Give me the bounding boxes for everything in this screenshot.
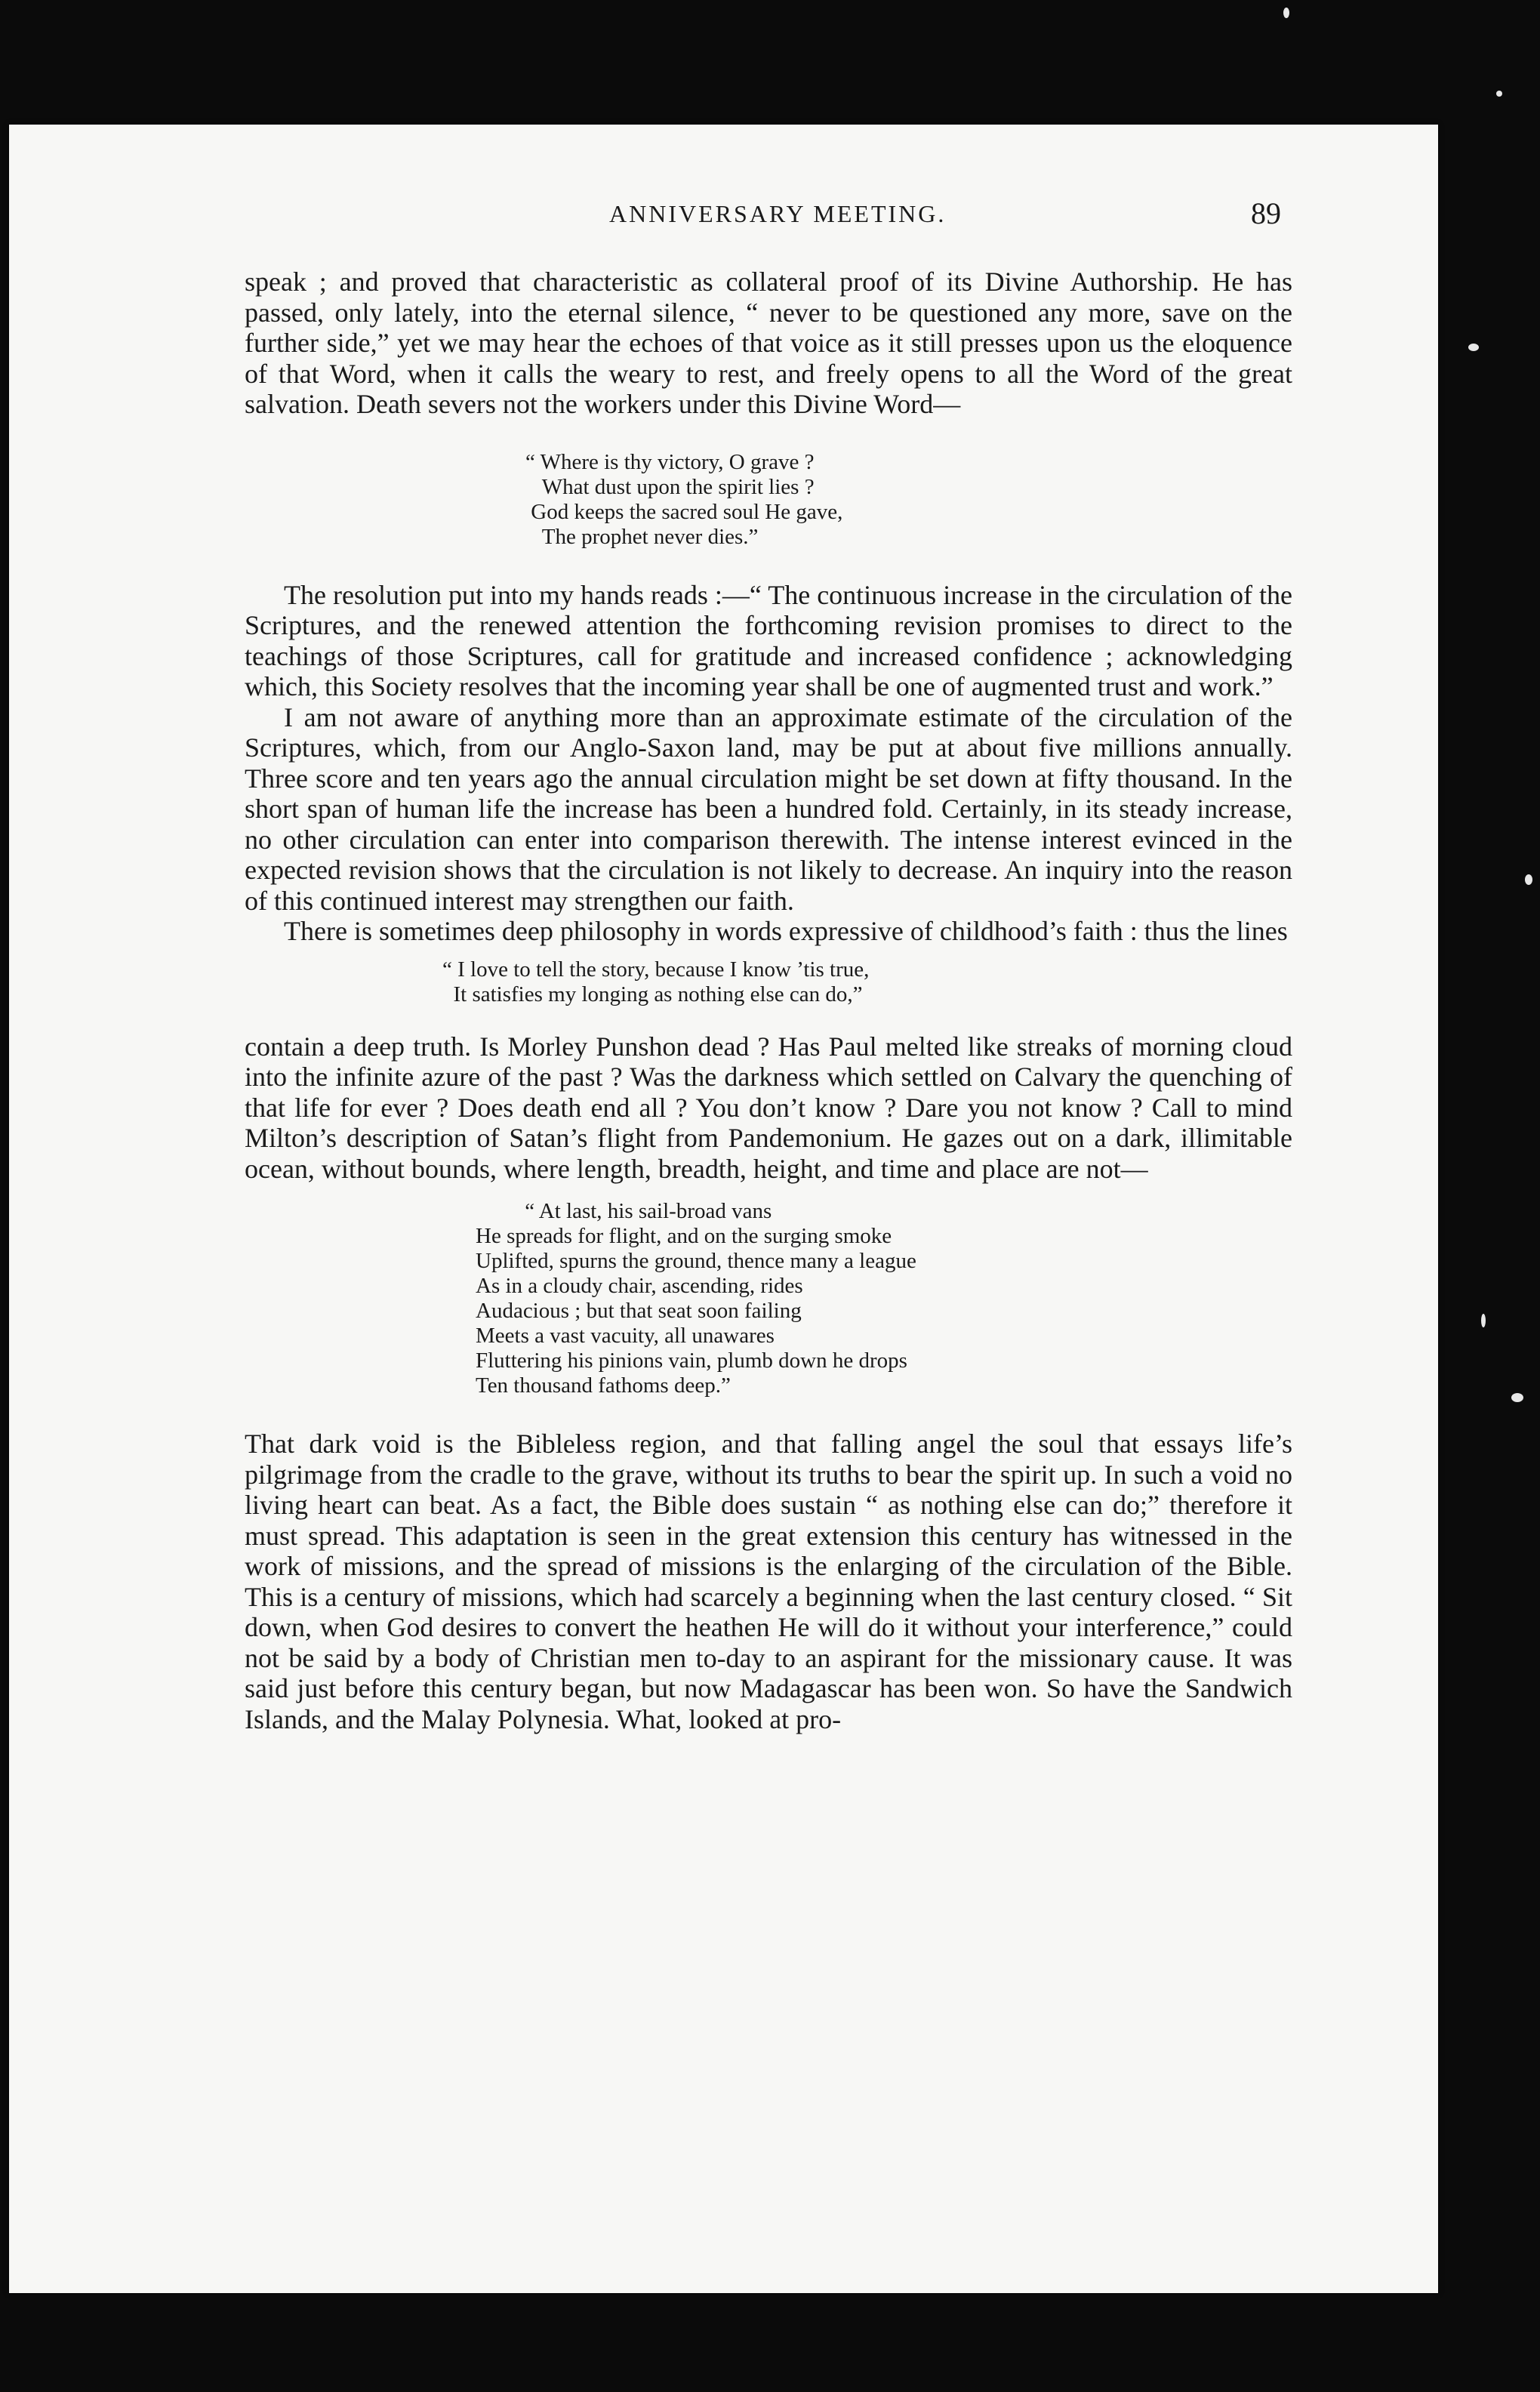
paragraph: speak ; and proved that characteristic as collateral proof of its Divine Authorship. He has passed, only lately, into the eternal silence, “ never to be questioned any more, save on the further side,” yet we may hear the echoes of that voice as it still presses upon us the eloquence of that Word, when it calls the weary to rest, and freely opens to all the Word of the great salvation. Death severs not the workers under this Divine Word— bbox=[245, 267, 1292, 419]
scan-speck bbox=[1496, 91, 1502, 97]
verse-line: The prophet never dies.” bbox=[525, 524, 759, 549]
verse-line: Fluttering his pinions vain, plumb down he drops bbox=[476, 1349, 907, 1373]
verse-line: It satisfies my longing as nothing else can do,” bbox=[442, 982, 863, 1006]
scan-speck bbox=[1283, 8, 1289, 18]
verse-quotation bbox=[476, 1199, 1292, 1398]
scan-speck bbox=[1511, 1393, 1523, 1402]
verse-line: God keeps the sacred soul He gave, bbox=[525, 499, 843, 524]
verse-line: Meets a vast vacuity, all unawares bbox=[476, 1324, 775, 1348]
verse-line: “ Where is thy victory, O grave ? bbox=[525, 449, 815, 474]
paragraph: There is sometimes deep philosophy in words expressive of childhood’s faith : thus the lines bbox=[284, 916, 1288, 946]
verse-line: “ At last, his sail-broad vans bbox=[476, 1199, 772, 1223]
verse-line: He spreads for flight, and on the surging smoke bbox=[476, 1224, 892, 1248]
page-body bbox=[245, 267, 1292, 1734]
verse-line: Audacious ; but that seat soon failing bbox=[476, 1299, 802, 1323]
verse-quotation bbox=[525, 450, 1292, 550]
scan-speck bbox=[1468, 344, 1479, 351]
verse-line: “ I love to tell the story, because I know ’tis true, bbox=[442, 957, 870, 982]
scan-speck bbox=[1525, 874, 1532, 885]
verse-line: As in a cloudy chair, ascending, rides bbox=[476, 1274, 803, 1298]
verse-line: Ten thousand fathoms deep.” bbox=[476, 1373, 731, 1398]
paragraph: I am not aware of anything more than an approximate estimate of the circulation of the Scriptures, which, from our Anglo-Saxon land, may be put at about five millions annually. Three score and ten years ago the annual circulation might be set down at fifty thousand. In the short span of human life the increase has been a hundred fold. Certainly, in its steady increase, no other circulation can enter into comparison therewith. The intense interest evinced in the expected revision shows that the circulation is not likely to decrease. An inquiry into the reason of this continued interest may strengthen our faith. bbox=[245, 701, 1292, 916]
paragraph: That dark void is the Bibleless region, and that falling angel the soul that essays life’s pilgrimage from the cradle to the grave, without its truths to bear the spirit up. In such a void no living heart can beat. As a fact, the Bible does sustain “ as nothing else can do;” therefore it must spread. This adaptation is seen in the great extension this century has witnessed in the work of missions, and the spread of missions is the enlarging of the circulation of the Bible. This is a century of missions, which had scarcely a beginning when the last century closed. “ Sit down, when God desires to convert the heathen He will do it without your interference,” could not be said by a body of Christian men to-day to an aspirant for the missionary cause. It was said just before this century began, but now Madagascar has been won. So have the Sandwich Islands, and the Malay Polynesia. What, looked at pro- bbox=[245, 1429, 1292, 1734]
scan-speck bbox=[1481, 1314, 1486, 1327]
running-title: ANNIVERSARY MEETING. bbox=[609, 200, 947, 227]
page-number: 89 bbox=[1251, 196, 1281, 230]
paragraph: The resolution put into my hands reads :—“ The continuous increase in the circulation of the Scriptures, and the renewed attention the forthcoming revision promises to direct to the teachings of those Scriptures, call for gratitude and increased confidence ; acknowledging which, this Society resolves that the incoming year shall be one of augmented trust and work.” bbox=[245, 579, 1292, 701]
verse-line: What dust upon the spirit lies ? bbox=[525, 474, 815, 499]
verse-quotation bbox=[442, 957, 1292, 1007]
page-header bbox=[9, 196, 1438, 245]
verse-line: Uplifted, spurns the ground, thence many a league bbox=[476, 1249, 916, 1273]
book-page bbox=[9, 125, 1438, 2293]
paragraph: contain a deep truth. Is Morley Punshon dead ? Has Paul melted like streaks of morning cloud into the infinite azure of the past ? Was the darkness which settled on Calvary the quenching of that life for ever ? Does death end all ? You don’t know ? Dare you not know ? Call to mind Milton’s description of Satan’s flight from Pandemonium. He gazes out on a dark, illimitable ocean, without bounds, where length, breadth, height, and time and place are not— bbox=[245, 1031, 1292, 1184]
